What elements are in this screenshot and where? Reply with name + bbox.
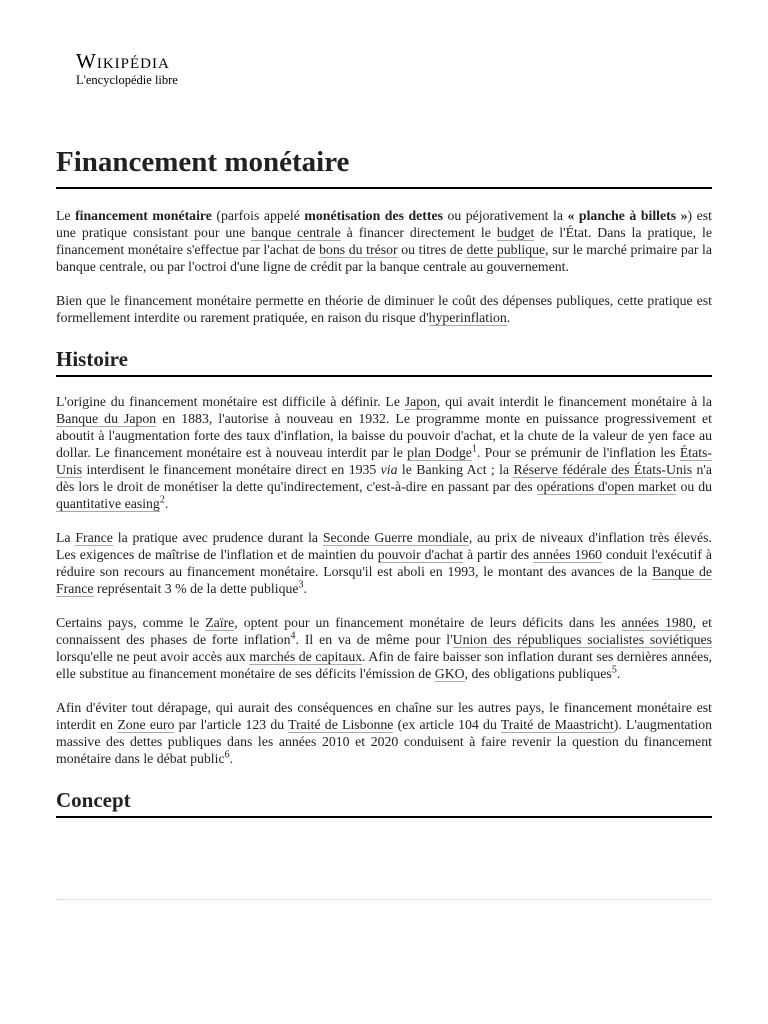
wikipedia-logo[interactable] <box>76 50 178 87</box>
page-title: Financement monétaire <box>56 143 712 189</box>
ref-4[interactable]: 4 <box>290 630 296 642</box>
link-annees-1980[interactable]: années 1980 <box>621 615 693 630</box>
link-banque-de-france[interactable]: Banque de France <box>56 564 712 596</box>
logo-wordmark: Wikipédia <box>76 49 170 73</box>
article-content <box>56 143 712 818</box>
ref-2[interactable]: 2 <box>159 494 165 506</box>
histoire-paragraph-3: Certains pays, comme le Zaïre, optent pour un financement monétaire de leurs déficits dans les années 1980, et connaissent des phases de forte inflation$^4$. Il en va de même pour l'Union des républiques socialistes soviétiques lorsqu'elle ne peut avoir accès aux marchés de capitaux. Afin de faire baisser son inflation durant ses dernières années, elle substitue au financement monétaire de ses déficits l'émission de GKO, des obligations publiques$^5$. <box>56 615 713 681</box>
histoire-paragraph-4: Afin d'éviter tout dérapage, qui aurait des conséquences en chaîne sur les autres pays, le financement monétaire est interdit en Zone euro par l'article 123 du Traité de Lisbonne (ex article 104 du Traité de Maastricht). L'augmentation massive des dettes publiques dans les années 2010 et 2020 conduisent à faire revenir la question du financement monétaire dans le débat public$^6$. <box>56 700 712 766</box>
link-france[interactable]: France <box>75 530 113 545</box>
link-banque-du-japon[interactable]: Banque du Japon <box>56 411 157 426</box>
link-traite-de-maastricht[interactable]: Traité de Maastricht <box>500 717 614 732</box>
link-traite-de-lisbonne[interactable]: Traité de Lisbonne <box>288 717 394 732</box>
section-heading-concept: Concept <box>56 787 712 818</box>
link-annees-1960[interactable]: années 1960 <box>533 547 603 562</box>
link-urss[interactable]: Union des républiques socialistes soviétiques <box>452 632 712 647</box>
link-gko[interactable]: GKO <box>434 666 465 681</box>
histoire-paragraph-1: L'origine du financement monétaire est difficile à définir. Le Japon, qui avait interdit le financement monétaire à la Banque du Japon en 1883, l'autorise à nouveau en 1932. Le programme monte en puissance progressivement et aboutit à l'augmentation forte des taux d'inflation, la baisse du pouvoir d'achat, et la chute de la valeur de yen face au dollar. Le financement monétaire est à nouveau interdit par le plan Dodge$^1$. Pour se prémunir de l'inflation les États-Unis interdisent le financement monétaire direct en 1935 via le Banking Act ; la Réserve fédérale des États-Unis n'a dès lors le droit de monétiser la dette qu'indirectement, c'est-à-dire en passant par des opérations d'open market ou du quantitative easing$^2$. <box>56 394 712 511</box>
intro-paragraph-1: Le financement monétaire (parfois appelé monétisation des dettes ou péjorativement la « planche à billets ») est une pratique consistant pour une banque centrale à financer directement le budget de l'État. Dans la pratique, le financement monétaire s'effectue par l'achat de bons du trésor ou titres de dette publique, sur le marché primaire par la banque centrale, ou par l'octroi d'une ligne de crédit par la banque centrale au gouvernement. <box>56 208 713 274</box>
link-zaire[interactable]: Zaïre <box>205 615 235 630</box>
ref-6[interactable]: 6 <box>224 749 230 761</box>
logo-tagline: L'encyclopédie libre <box>76 73 178 87</box>
ref-3[interactable]: 3 <box>298 579 304 591</box>
link-banque-centrale[interactable]: banque centrale <box>251 225 341 240</box>
link-seconde-guerre-mondiale[interactable]: Seconde Guerre mondiale <box>322 530 469 545</box>
intro-paragraph-2: Bien que le financement monétaire permette en théorie de diminuer le coût des dépenses publiques, cette pratique est formellement interdite ou rarement pratiquée, en raison du risque d'hyperinflation. <box>56 293 712 325</box>
ref-1[interactable]: 1 <box>471 443 477 455</box>
link-quantitative-easing[interactable]: quantitative easing <box>56 496 160 511</box>
link-plan-dodge[interactable]: plan Dodge <box>407 445 472 460</box>
link-dette-publique[interactable]: dette publique <box>466 242 546 257</box>
link-marches-de-capitaux[interactable]: marchés de capitaux <box>249 649 363 664</box>
link-operations-open-market[interactable]: opérations d'open market <box>536 479 677 494</box>
section-heading-histoire: Histoire <box>56 346 712 377</box>
link-budget[interactable]: budget <box>496 225 535 240</box>
link-etats-unis[interactable]: États-Unis <box>56 445 712 477</box>
histoire-paragraph-2: La France la pratique avec prudence durant la Seconde Guerre mondiale, au prix de niveaux d'inflation très élevés. Les exigences de maîtrise de l'inflation et de maintien du pouvoir d'achat à partir des années 1960 conduit l'exécutif à réduire son recours au financement monétaire. Lorsqu'il est aboli en 1993, le montant des avances de la Banque de France représentait 3 % de la dette publique$^3$. <box>56 530 712 596</box>
link-japon[interactable]: Japon <box>404 394 437 409</box>
link-hyperinflation[interactable]: hyperinflation <box>428 310 507 325</box>
link-bons-du-tresor[interactable]: bons du trésor <box>319 242 398 257</box>
ref-5[interactable]: 5 <box>611 664 617 676</box>
link-zone-euro[interactable]: Zone euro <box>117 717 175 732</box>
dotted-divider <box>56 899 712 900</box>
link-pouvoir-d-achat[interactable]: pouvoir d'achat <box>377 547 464 562</box>
link-reserve-federale[interactable]: Réserve fédérale des États-Unis <box>513 462 693 477</box>
